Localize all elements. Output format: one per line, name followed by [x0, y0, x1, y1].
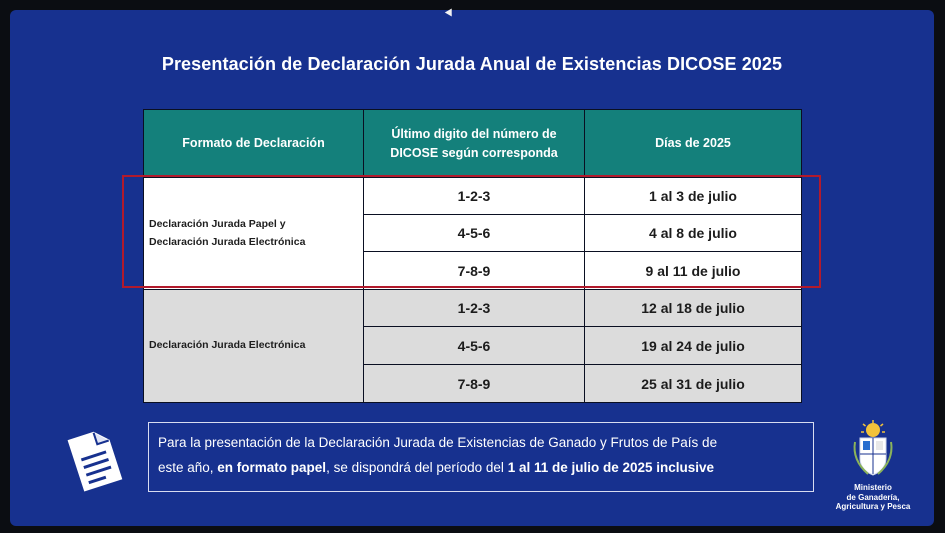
note-line-2 [158, 455, 813, 480]
group-label-electronic [144, 290, 363, 402]
days-cell: 12 al 18 de julio [585, 290, 801, 326]
digits-cell: 7-8-9 [364, 365, 584, 402]
group-label-line: Declaración Jurada Papel y [149, 217, 286, 230]
logo-line: de Ganadería, [846, 492, 900, 502]
info-note [148, 422, 814, 492]
logo-line: Ministerio [854, 483, 892, 492]
days-cell: 4 al 8 de julio [585, 215, 801, 251]
note-bold-text: en formato papel [217, 460, 327, 475]
digits-cell: 1-2-3 [364, 290, 584, 326]
highlight-box [122, 175, 821, 288]
group-label-line: Declaración Jurada Electrónica [149, 235, 306, 248]
days-cell: 19 al 24 de julio [585, 327, 801, 364]
slide-title: Presentación de Declaración Jurada Anual de Existencias DICOSE 2025 [161, 54, 783, 74]
note-text: , se dispondrá del período del [326, 460, 508, 475]
note-bold-text: 1 al 11 de julio de 2025 inclusive [507, 460, 715, 475]
document-icon [62, 428, 126, 497]
header-days: Días de 2025 [585, 110, 801, 177]
days-cell: 1 al 3 de julio [585, 178, 801, 214]
digits-cell: 4-5-6 [364, 327, 584, 364]
note-text: este año, [158, 460, 218, 475]
header-digit: Último digito del número de DICOSE según corresponda [364, 110, 584, 177]
digits-cell: 1-2-3 [364, 178, 584, 214]
digits-cell: 4-5-6 [364, 215, 584, 251]
note-line-1: Para la presentación de la Declaración Jurada de Existencias de Ganado y Frutos de País de [158, 435, 718, 450]
header-format: Formato de Declaración [144, 110, 363, 177]
presentation-slide [10, 10, 934, 526]
coat-of-arms-icon [850, 420, 896, 478]
days-cell: 9 al 11 de julio [585, 252, 801, 289]
ministry-logo [828, 420, 918, 512]
group-label-line: Declaración Jurada Electrónica [149, 339, 306, 352]
logo-line: Agricultura y Pesca [835, 502, 911, 511]
days-cell: 25 al 31 de julio [585, 365, 801, 402]
digits-cell: 7-8-9 [364, 252, 584, 289]
